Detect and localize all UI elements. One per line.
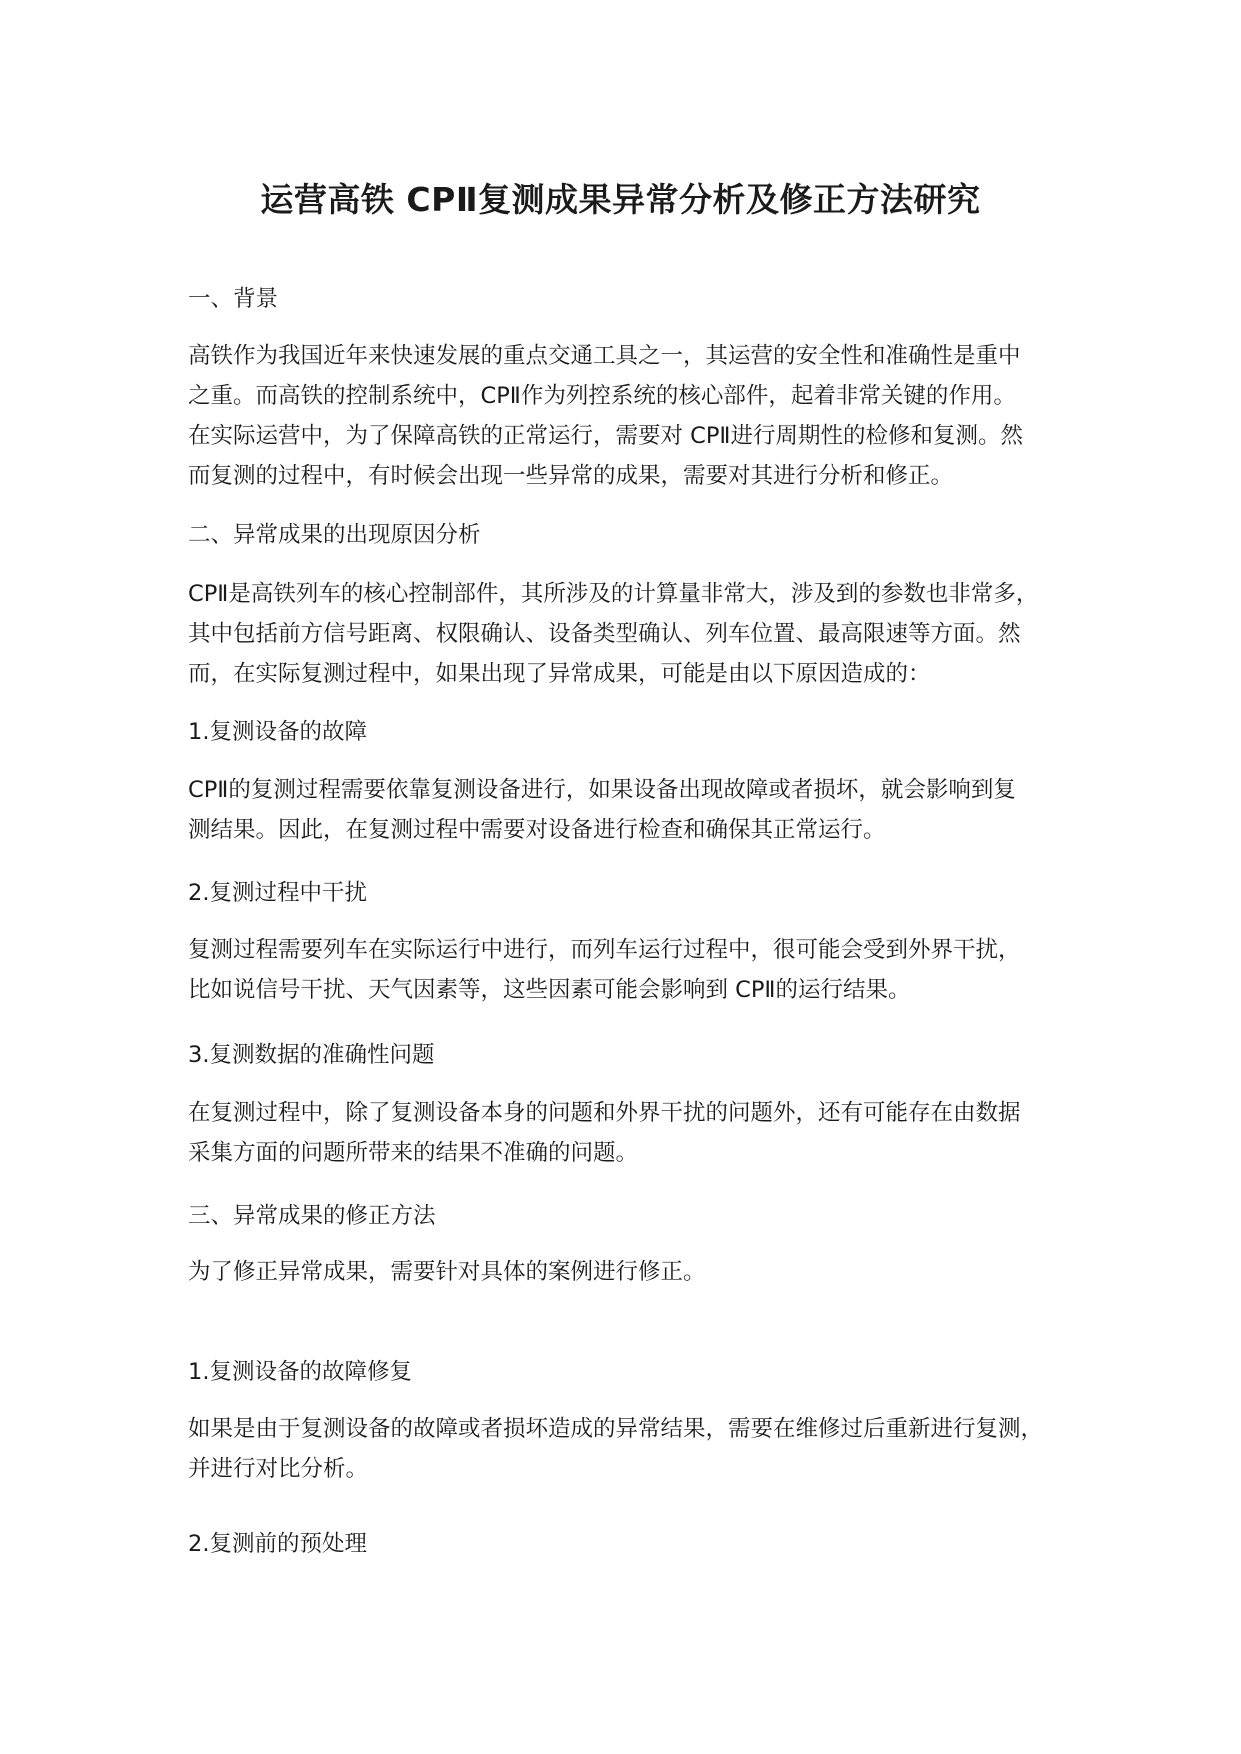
paragraph bbox=[188, 574, 1088, 694]
section-heading: 2.复测过程中干扰 bbox=[188, 880, 367, 906]
section-heading: 1.复测设备的故障修复 bbox=[188, 1359, 412, 1385]
paragraph bbox=[188, 1093, 1088, 1173]
section-heading: 二、异常成果的出现原因分析 bbox=[188, 522, 481, 548]
paragraph-line: 复测过程需要列车在实际运行中进行，而列车运行过程中，很可能会受到外界干扰， bbox=[188, 937, 1021, 963]
paragraph-line: 采集方面的问题所带来的结果不准确的问题。 bbox=[188, 1140, 639, 1166]
paragraph-line: 其中包括前方信号距离、权限确认、设备类型确认、列车位置、最高限速等方面。然 bbox=[188, 621, 1021, 647]
paragraph-line: 比如说信号干扰、天气因素等，这些因素可能会影响到 CPⅡ的运行结果。 bbox=[188, 977, 911, 1003]
paragraph-line: 而复测的过程中，有时候会出现一些异常的成果，需要对其进行分析和修正。 bbox=[188, 463, 954, 489]
paragraph-line: 在复测过程中，除了复测设备本身的问题和外界干扰的问题外，还有可能存在由数据 bbox=[188, 1100, 1021, 1126]
paragraph-line: 如果是由于复测设备的故障或者损坏造成的异常结果，需要在维修过后重新进行复测， bbox=[188, 1416, 1044, 1442]
paragraph-line: 而，在实际复测过程中，如果出现了异常成果，可能是由以下原因造成的： bbox=[188, 661, 931, 687]
paragraph bbox=[188, 930, 1088, 1010]
paragraph-line: CPⅡ是高铁列车的核心控制部件，其所涉及的计算量非常大，涉及到的参数也非常多， bbox=[188, 581, 1039, 607]
paragraph bbox=[188, 770, 1088, 850]
paragraph-line: 并进行对比分析。 bbox=[188, 1456, 369, 1482]
section-heading: 1.复测设备的故障 bbox=[188, 719, 367, 745]
paragraph-line: 在实际运营中，为了保障高铁的正常运行，需要对 CPⅡ进行周期性的检修和复测。然 bbox=[188, 423, 1024, 449]
paragraph-line: 为了修正异常成果，需要针对具体的案例进行修正。 bbox=[188, 1259, 706, 1285]
section-heading: 一、背景 bbox=[188, 286, 279, 312]
paragraph-line: 测结果。因此，在复测过程中需要对设备进行检查和确保其正常运行。 bbox=[188, 817, 886, 843]
section-heading: 三、异常成果的修正方法 bbox=[188, 1203, 436, 1229]
section-heading: 3.复测数据的准确性问题 bbox=[188, 1042, 435, 1068]
section-heading: 2.复测前的预处理 bbox=[188, 1531, 367, 1557]
paragraph bbox=[188, 1409, 1088, 1489]
paragraph-line: 高铁作为我国近年来快速发展的重点交通工具之一，其运营的安全性和准确性是重中 bbox=[188, 343, 1021, 369]
document-title: 运营高铁 CPⅡ复测成果异常分析及修正方法研究 bbox=[260, 180, 981, 219]
paragraph bbox=[188, 336, 1088, 496]
paragraph bbox=[188, 1252, 1088, 1292]
paragraph-line: 之重。而高铁的控制系统中，CPⅡ作为列控系统的核心部件，起着非常关键的作用。 bbox=[188, 383, 1016, 409]
paragraph-line: CPⅡ的复测过程需要依靠复测设备进行，如果设备出现故障或者损坏，就会影响到复 bbox=[188, 777, 1016, 803]
